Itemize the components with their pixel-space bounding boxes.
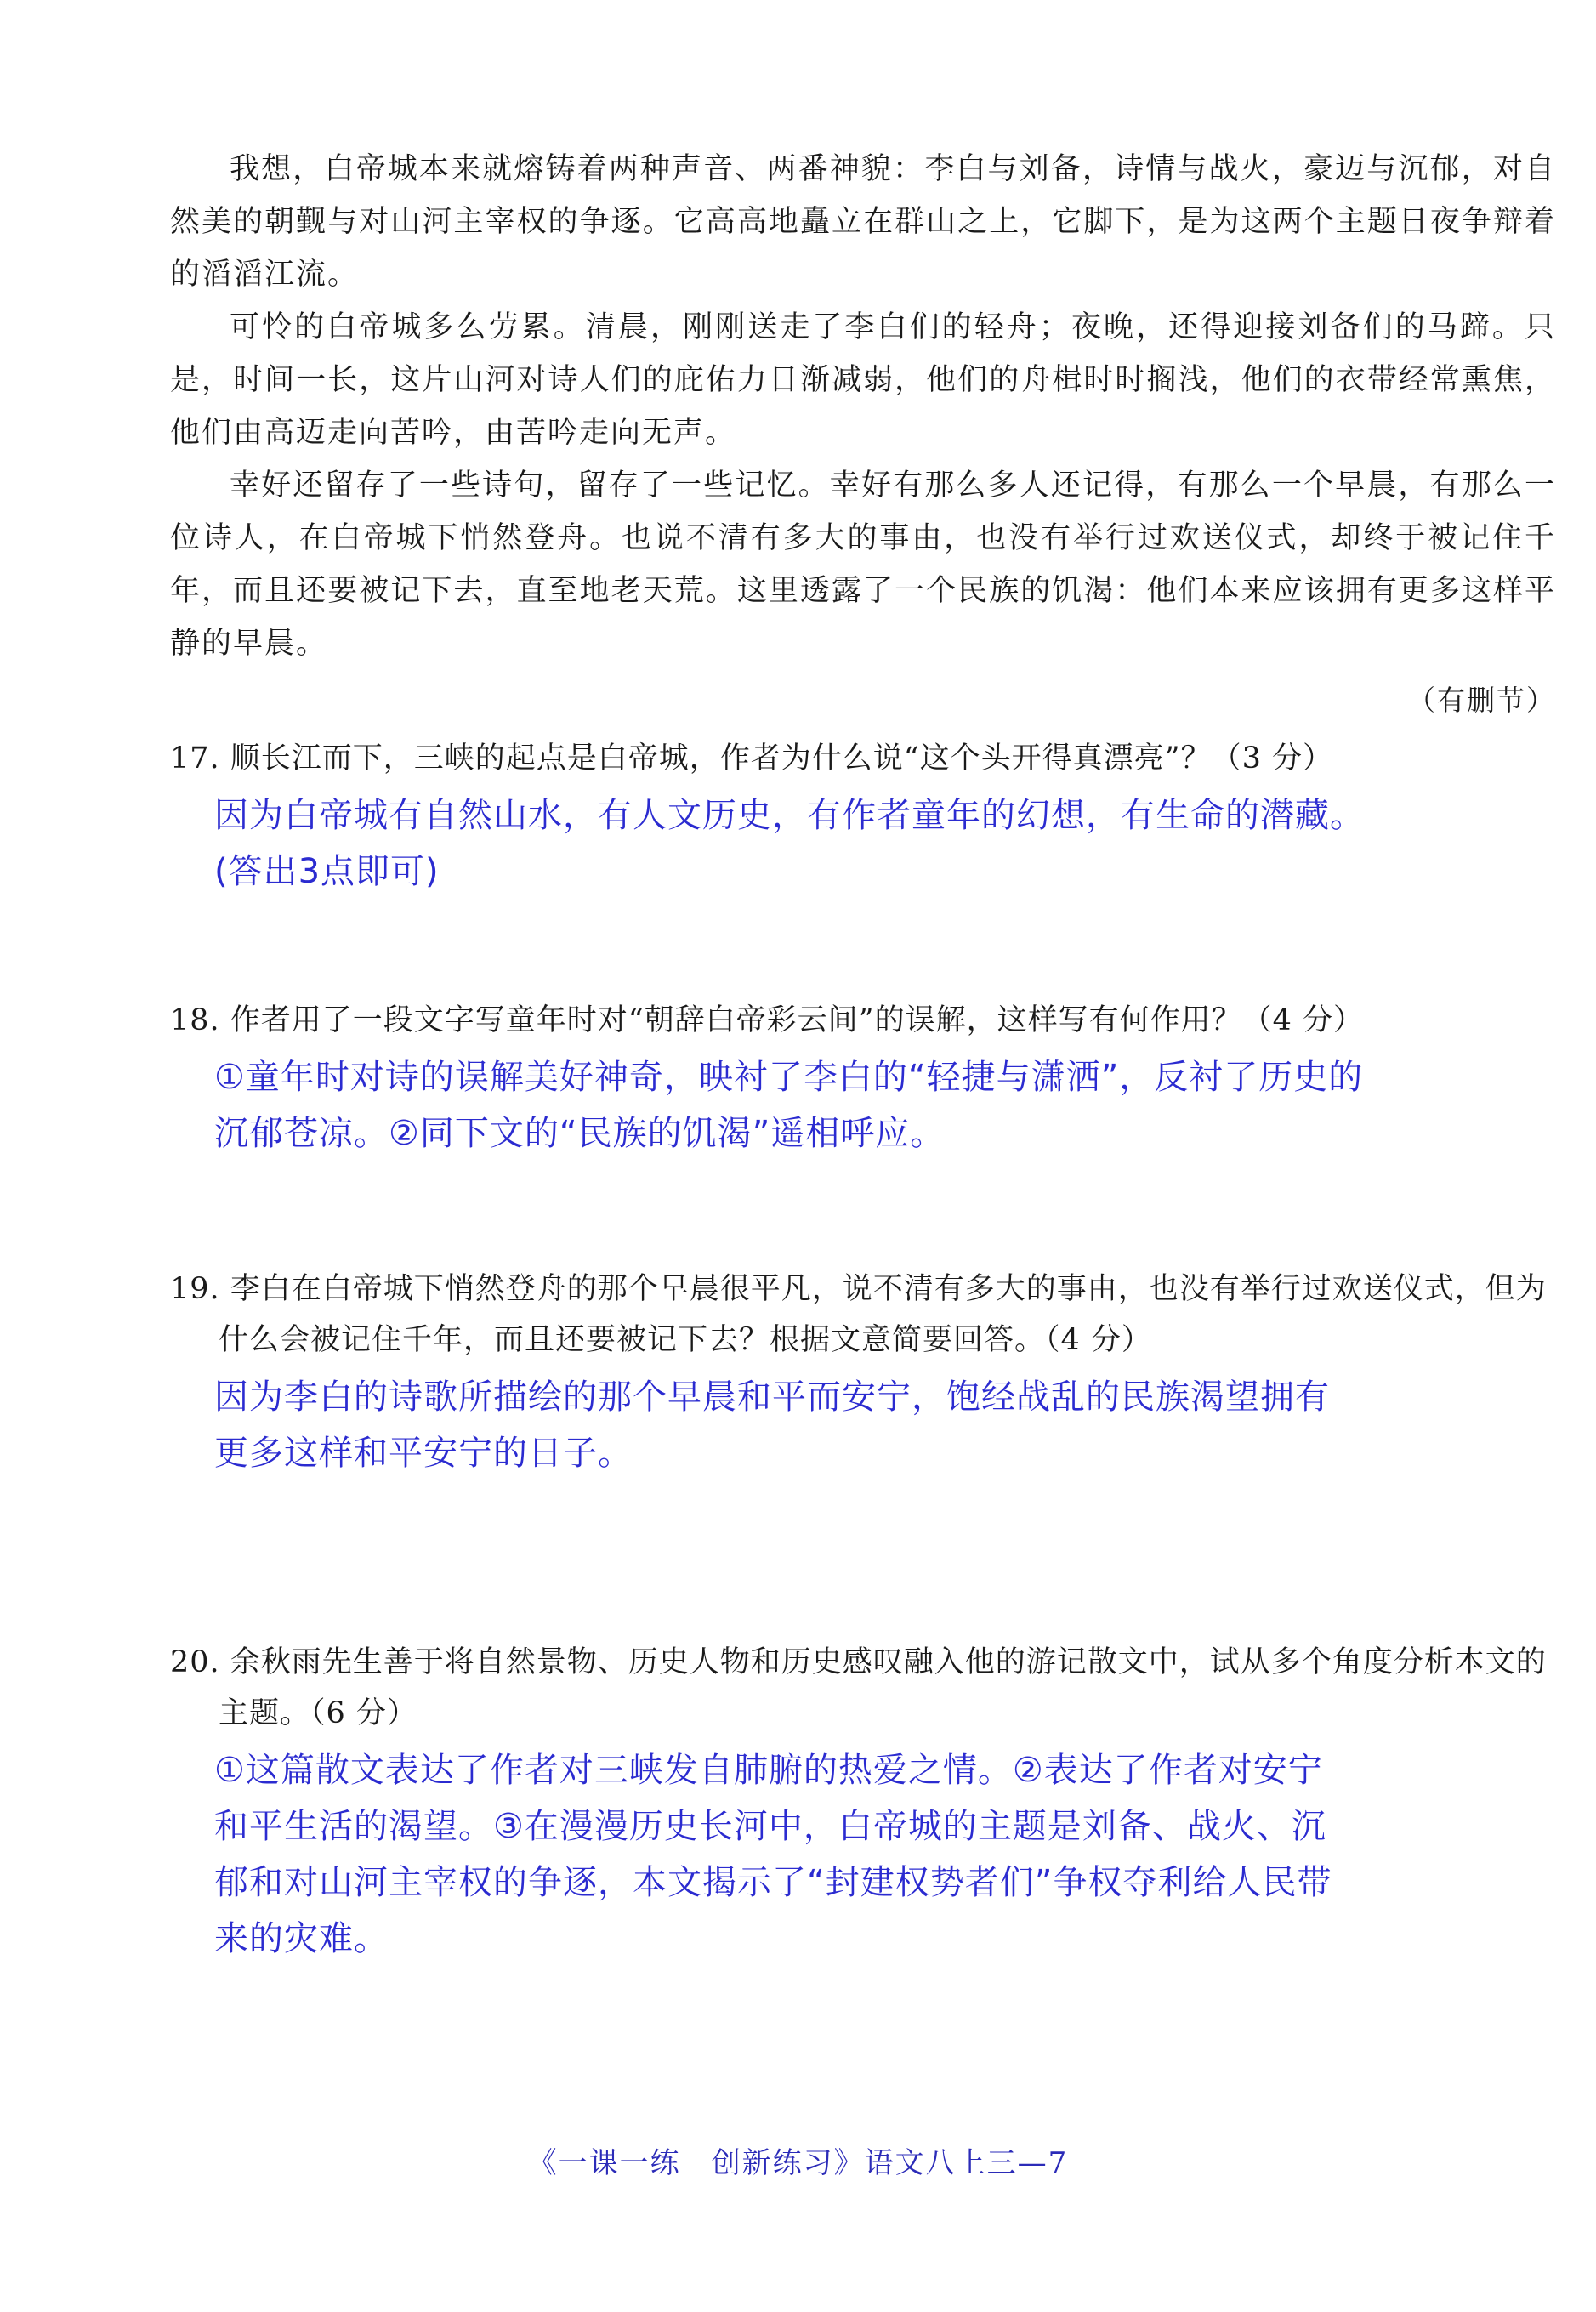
question-text: 17. 顺长江而下，三峡的起点是白帝城，作者为什么说“这个头开得真漂亮”？（3 分）	[170, 741, 1333, 775]
passage-paragraph: 幸好还留存了一些诗句，留存了一些记忆。幸好有那么多人还记得，有那么一个早晨，有那么一位诗人，在白帝城下悄然登舟。也说不清有多大的事由，也没有举行过欢送仪式，却终于被记住千年，而且还要被记下去，直至地老天荒。这里透露了一个民族的饥渴：他们本来应该拥有更多这样平静的早晨。	[170, 469, 1556, 661]
answer-line: (答出3点即可)	[214, 852, 440, 891]
answer-line: ①童年时对诗的误解美好神奇，映衬了李白的“轻捷与潇洒”，反衬了历史的	[214, 1058, 1364, 1097]
handwritten-answer	[170, 1049, 1556, 1162]
question-17	[170, 733, 1556, 900]
question-20	[170, 1637, 1556, 1967]
answer-line: 沉郁苍凉。②同下文的“民族的饥渴”遥相呼应。	[214, 1114, 946, 1153]
answer-line: 更多这样和平安宁的日子。	[214, 1434, 633, 1473]
question-18	[170, 995, 1556, 1162]
handwritten-answer	[170, 1742, 1556, 1967]
question-text: 19. 李白在白帝城下悄然登舟的那个早晨很平凡，说不清有多大的事由，也没有举行过欢送仪式，但为什么会被记住千年，而且还要被记下去？根据文意简要回答。（4 分）	[170, 1272, 1547, 1357]
reading-passage	[170, 143, 1556, 670]
abridged-note: （有删节）	[1407, 684, 1556, 717]
answer-line: 因为白帝城有自然山水，有人文历史，有作者童年的幻想，有生命的潜藏。	[214, 796, 1365, 835]
answer-line: ①这篇散文表达了作者对三峡发自肺腑的热爱之情。②表达了作者对安宁	[214, 1751, 1323, 1790]
question-19	[170, 1264, 1556, 1481]
passage-paragraph: 我想，白帝城本来就熔铸着两种声音、两番神貌：李白与刘备，诗情与战火，豪迈与沉郁，对自然美的朝觐与对山河主宰权的争逐。它高高地矗立在群山之上，它脚下，是为这两个主题日夜争辩着的滔滔江流。	[170, 152, 1556, 292]
answer-line: 来的灾难。	[214, 1919, 389, 1958]
passage-paragraph: 可怜的白帝城多么劳累。清晨，刚刚送走了李白们的轻舟；夜晚，还得迎接刘备们的马蹄。只是，时间一长，这片山河对诗人们的庇佑力日渐减弱，他们的舟楫时时搁浅，他们的衣带经常熏焦，他们由高迈走向苦吟，由苦吟走向无声。	[170, 310, 1556, 450]
answer-line: 和平生活的渴望。③在漫漫历史长河中，白帝城的主题是刘备、战火、沉	[214, 1807, 1326, 1846]
page-footer: 《一课一练 创新练习》语文八上三—7	[527, 2146, 1069, 2180]
answer-line: 因为李白的诗歌所描绘的那个早晨和平而安宁，饱经战乱的民族渴望拥有	[214, 1378, 1330, 1417]
handwritten-answer	[170, 787, 1556, 900]
handwritten-answer	[170, 1369, 1556, 1481]
question-text: 18. 作者用了一段文字写童年时对“朝辞白帝彩云间”的误解，这样写有何作用？（4 分）	[170, 1003, 1364, 1037]
question-text: 20. 余秋雨先生善于将自然景物、历史人物和历史感叹融入他的游记散文中，试从多个角度分析本文的主题。（6 分）	[170, 1645, 1547, 1730]
answer-line: 郁和对山河主宰权的争逐，本文揭示了“封建权势者们”争权夺利给人民带	[214, 1863, 1332, 1902]
